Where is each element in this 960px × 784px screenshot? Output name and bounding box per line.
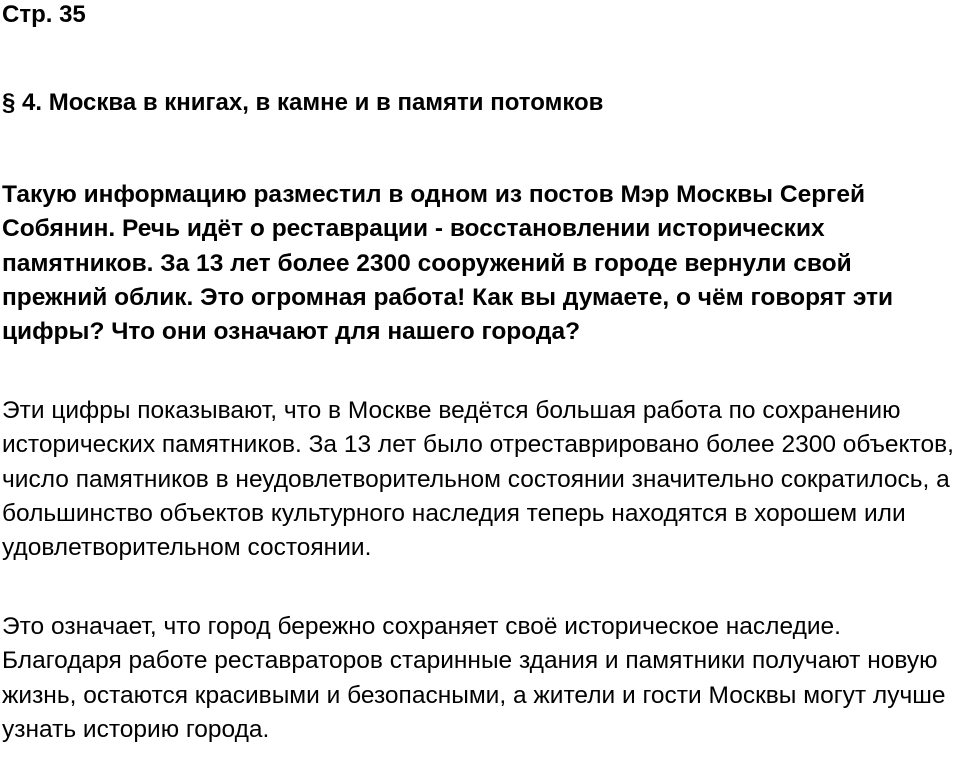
section-title: § 4. Москва в книгах, в камне и в памяти потомков bbox=[2, 89, 604, 116]
answer-paragraph: Это означает, что город бережно сохраняет своё историческое наследие. Благодаря работе реставраторов старинные здания и памятники получают новую жизнь, остаются красивыми и безопасными, а жители и гости Москвы могут лучше узнать историю города. bbox=[2, 613, 946, 743]
question-paragraph: Такую информацию разместил в одном из постов Мэр Москвы Сергей Собянин. Речь идёт о реставрации - восстановлении исторических памятников. За 13 лет более 2300 сооружений в городе вернули свой прежний облик. Это огромная работа! Как вы думаете, о чём говорят эти цифры? Что они означают для нашего города? bbox=[2, 181, 894, 346]
page-number: Стр. 35 bbox=[2, 1, 86, 28]
answer-paragraph: Эти цифры показывают, что в Москве ведётся большая работа по сохранению исторических памятников. За 13 лет было отреставрировано более 2300 объектов, число памятников в неудовлетворительном состоянии значительно сократилось, а большинство объектов культурного наследия теперь находятся в хорошем или удовлетворительном состоянии. bbox=[2, 397, 954, 562]
